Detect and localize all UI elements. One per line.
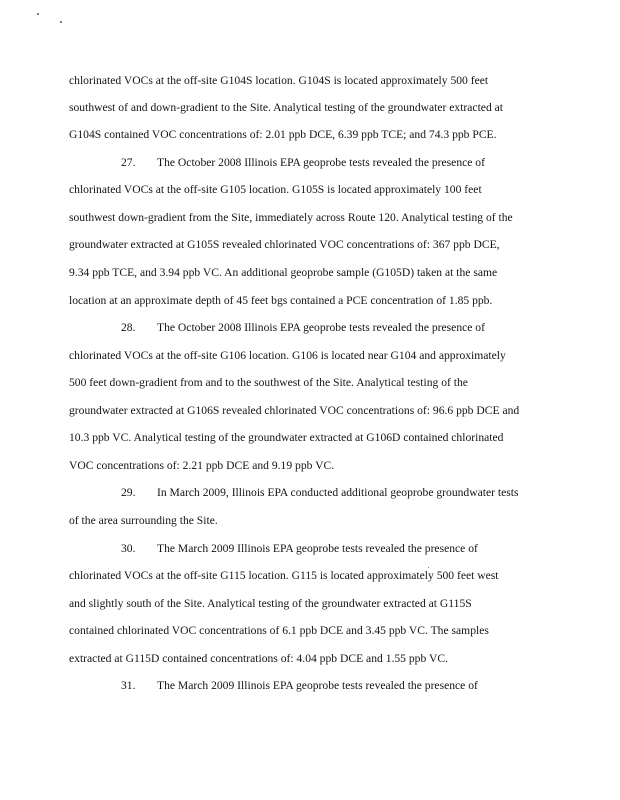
text-line: VOC concentrations of: 2.21 ppb DCE and 9.19 ppb VC. <box>69 459 335 472</box>
text-line: 9.34 ppb TCE, and 3.94 ppb VC. An additional geoprobe sample (G105D) taken at the same <box>69 266 498 279</box>
text-line: 10.3 ppb VC. Analytical testing of the groundwater extracted at G106D contained chlorinated <box>69 431 504 444</box>
text-line: The March 2009 Illinois EPA geoprobe tests revealed the presence of <box>157 679 478 692</box>
paragraph-30-first-line <box>69 542 478 556</box>
text-line: The October 2008 Illinois EPA geoprobe tests revealed the presence of <box>157 321 485 334</box>
text-line: location at an approximate depth of 45 feet bgs contained a PCE concentration of 1.85 ppb. <box>69 294 493 307</box>
paragraph-29-first-line <box>69 486 518 500</box>
text-line: groundwater extracted at G106S revealed chlorinated VOC concentrations of: 96.6 ppb DCE and <box>69 404 520 417</box>
text-line: The March 2009 Illinois EPA geoprobe tests revealed the presence of <box>157 542 478 555</box>
text-line: G104S contained VOC concentrations of: 2.01 ppb DCE, 6.39 ppb TCE; and 74.3 ppb PCE. <box>69 128 497 141</box>
text-line: southwest of and down-gradient to the Site. Analytical testing of the groundwater extracted at <box>69 101 504 114</box>
text-line: 500 feet down-gradient from and to the southwest of the Site. Analytical testing of the <box>69 376 468 389</box>
paragraph-number: 27. <box>121 156 136 169</box>
scan-speck <box>37 13 39 15</box>
text-line: extracted at G115D contained concentrations of: 4.04 ppb DCE and 1.55 ppb VC. <box>69 652 448 665</box>
paragraph-31-first-line <box>69 679 478 693</box>
text-line: The October 2008 Illinois EPA geoprobe tests revealed the presence of <box>157 156 485 169</box>
text-line: of the area surrounding the Site. <box>69 514 218 527</box>
text-line: contained chlorinated VOC concentrations of 6.1 ppb DCE and 3.45 ppb VC. The samples <box>69 624 489 637</box>
text-line: chlorinated VOCs at the off-site G115 location. G115 is located approximately 500 feet west <box>69 569 499 582</box>
text-line: southwest down-gradient from the Site, immediately across Route 120. Analytical testing of the <box>69 211 513 224</box>
text-line: groundwater extracted at G105S revealed chlorinated VOC concentrations of: 367 ppb DCE, <box>69 238 500 251</box>
paragraph-number: 28. <box>121 321 136 334</box>
paragraph-number: 30. <box>121 542 136 555</box>
text-line: and slightly south of the Site. Analytical testing of the groundwater extracted at G115S <box>69 597 472 610</box>
scan-speck <box>428 567 429 568</box>
text-line: chlorinated VOCs at the off-site G105 location. G105S is located approximately 100 feet <box>69 183 482 196</box>
paragraph-27-first-line <box>69 156 485 170</box>
paragraph-number: 31. <box>121 679 136 692</box>
text-line: In March 2009, Illinois EPA conducted additional geoprobe groundwater tests <box>157 486 519 499</box>
text-line: chlorinated VOCs at the off-site G104S location. G104S is located approximately 500 feet <box>69 74 489 87</box>
text-line: chlorinated VOCs at the off-site G106 location. G106 is located near G104 and approximately <box>69 349 506 362</box>
paragraph-number: 29. <box>121 486 136 499</box>
scan-speck <box>60 21 62 23</box>
paragraph-28-first-line <box>69 321 485 335</box>
